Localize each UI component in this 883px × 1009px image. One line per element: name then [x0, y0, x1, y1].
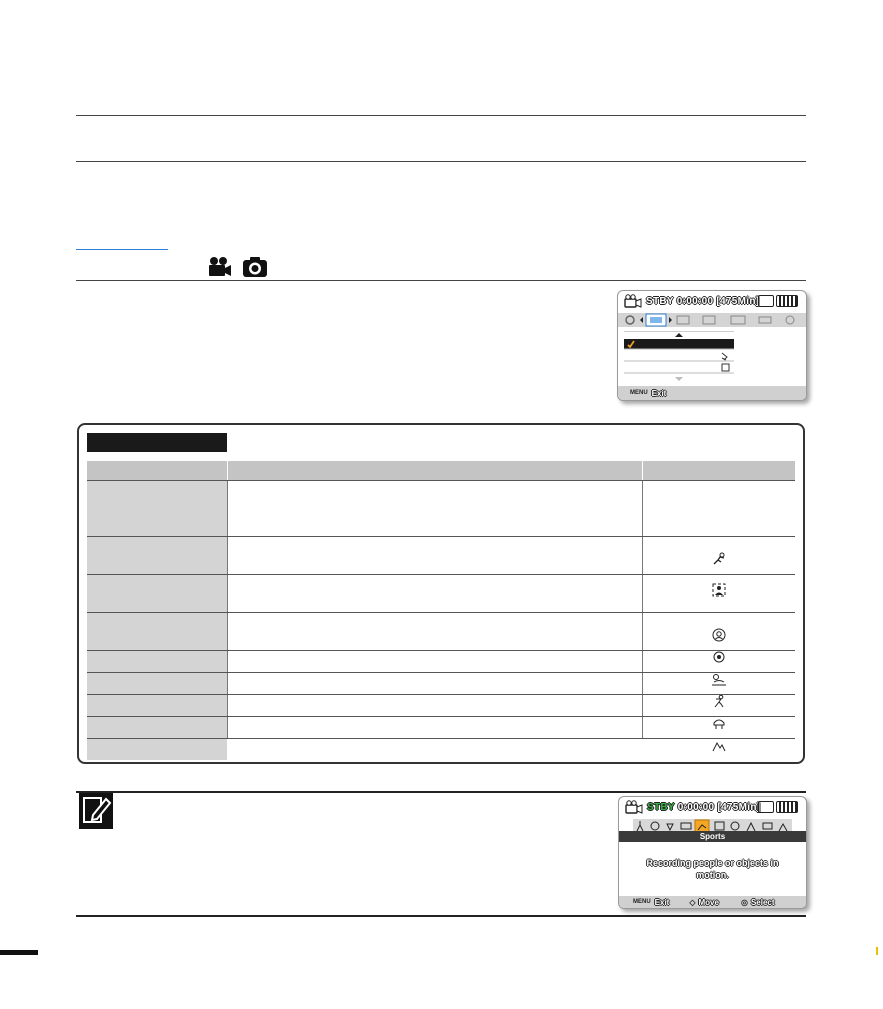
header-cell: [87, 461, 227, 481]
table-row: [87, 651, 795, 673]
table-row: [87, 575, 795, 613]
table-row: [87, 613, 795, 651]
header-cell: [227, 461, 642, 481]
portrait-icon: [712, 583, 726, 597]
menu-screen: [617, 290, 807, 401]
table-row: [87, 739, 795, 761]
memory-card-icon: [758, 801, 774, 813]
table-row: [87, 481, 795, 537]
battery-icon: [776, 801, 798, 813]
table-row: [87, 673, 795, 695]
battery-icon: [776, 295, 798, 307]
selected-scene-label: Sports: [619, 831, 806, 842]
time-remaining: 0:00:00 [475Min]: [677, 801, 761, 813]
scene-screen: [618, 796, 807, 909]
beach-snow-icon: [711, 673, 727, 686]
standby-label: STBY: [647, 801, 675, 813]
spotlight-icon: [712, 651, 726, 664]
table-row: [87, 695, 795, 717]
menu-key-label: MENU: [633, 899, 651, 905]
header-bottom-rule: [76, 161, 806, 162]
scene-bottom-bar: [619, 896, 806, 908]
menu-icon-strip[interactable]: [618, 313, 806, 327]
status-readout: [647, 802, 760, 813]
menu-bottom-bar: [618, 386, 806, 400]
note-top-rule: [76, 791, 806, 793]
sports-icon: [712, 552, 726, 566]
header-cell: [642, 461, 795, 481]
note-bottom-rule: [76, 915, 806, 917]
select-label[interactable]: Select: [750, 897, 775, 907]
scene-table: [87, 461, 795, 760]
table-header-row: [87, 461, 795, 481]
corner-mark: [876, 947, 878, 955]
landscape-icon: [712, 739, 726, 752]
move-label: Move: [698, 897, 719, 907]
section-link[interactable]: [76, 249, 168, 250]
food-icon: [712, 717, 726, 730]
camcorder-icon: [206, 256, 232, 278]
table-row: [87, 717, 795, 739]
section-rule: [76, 280, 806, 281]
panel-tab: [87, 433, 227, 452]
high-speed-icon: [712, 695, 726, 708]
menu-key-label: MENU: [630, 390, 648, 396]
children-icon: [712, 628, 726, 642]
menu-list[interactable]: [624, 331, 734, 385]
camera-icon: [242, 256, 268, 278]
select-icon: ◎: [740, 897, 748, 907]
exit-label[interactable]: Exit: [651, 388, 667, 398]
memory-card-icon: [758, 295, 774, 307]
exit-label[interactable]: Exit: [654, 897, 670, 907]
header-top-rule: [76, 115, 806, 116]
note-icon: [79, 793, 113, 829]
page-edge-bar: [0, 950, 38, 955]
status-readout: STBY 0:00:00 [475Min]: [646, 295, 760, 307]
scene-description: Recording people or objects in motion.: [646, 858, 779, 880]
move-icon: ◇: [689, 897, 696, 907]
table-row: [87, 537, 795, 575]
